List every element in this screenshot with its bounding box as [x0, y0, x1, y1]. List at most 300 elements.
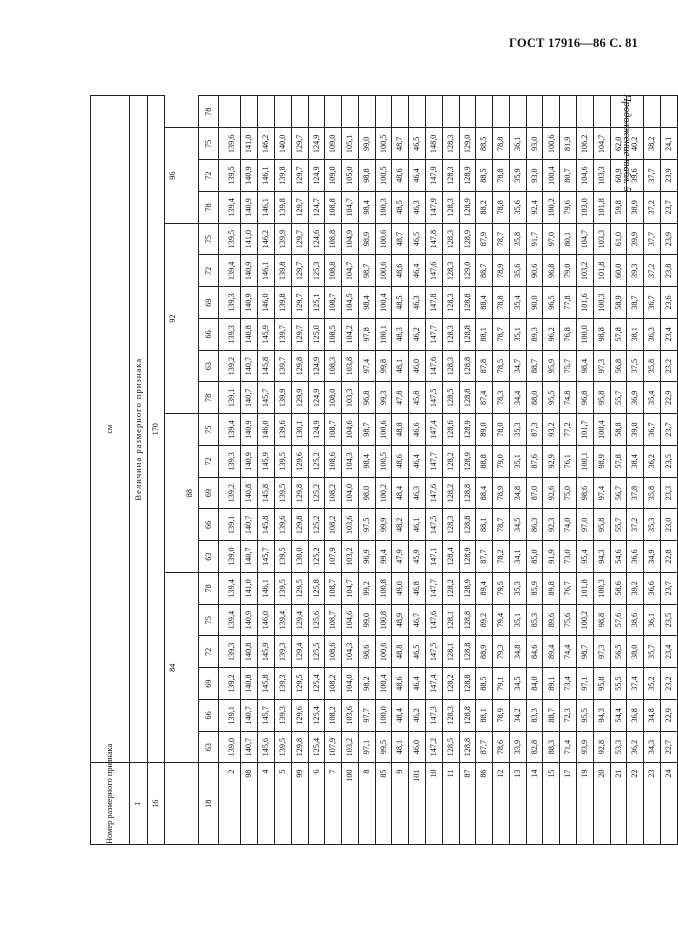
cell: 124,9: [308, 128, 325, 160]
cell: 91,7: [526, 223, 543, 255]
cell: [493, 96, 510, 128]
cell: 129,7: [291, 223, 308, 255]
cell: 78,8: [493, 191, 510, 223]
cell: 147,7: [425, 572, 442, 604]
row-code: 6: [308, 763, 325, 845]
cell: 139,2: [219, 668, 241, 700]
table-row: [627, 96, 644, 845]
cell: 97,8: [358, 318, 375, 350]
cell: 139,3: [274, 636, 291, 668]
cell: 104,7: [342, 255, 359, 287]
cell: 85,3: [526, 604, 543, 636]
cell: 128,9: [459, 541, 476, 573]
cell: 100,5: [375, 128, 392, 160]
cell: 146,2: [258, 128, 275, 160]
cell: 129,6: [291, 699, 308, 731]
col-header-0: 63: [199, 731, 219, 763]
cell: 128,3: [442, 318, 459, 350]
col-header-1: 66: [199, 699, 219, 731]
cell: 34,8: [509, 477, 526, 509]
cell: 92,3: [543, 509, 560, 541]
cell: 36,2: [627, 731, 644, 763]
cell: 95,8: [593, 382, 610, 414]
table-row: [409, 96, 426, 845]
cell: 139,6: [219, 128, 241, 160]
cell: 129,6: [291, 445, 308, 477]
cell: 129,9: [291, 382, 308, 414]
cell: 60,0: [610, 255, 627, 287]
col-header-13: 66: [199, 318, 219, 350]
cell: 39,0: [627, 414, 644, 446]
cell: 48,6: [392, 160, 409, 192]
cell: 129,0: [459, 128, 476, 160]
cell: 128,1: [442, 636, 459, 668]
cell: 101,8: [577, 572, 594, 604]
cell: 72,3: [560, 699, 577, 731]
cell: 36,6: [644, 572, 661, 604]
cell: 93,2: [543, 414, 560, 446]
cell: 58,8: [610, 414, 627, 446]
cell: 90,0: [526, 287, 543, 319]
cell: 107,9: [325, 731, 342, 763]
row-code: 2: [219, 763, 241, 845]
cell: [644, 96, 661, 128]
cell: 104,0: [342, 477, 359, 509]
cell: [577, 96, 594, 128]
cell: 38,2: [644, 128, 661, 160]
cell: 124,7: [308, 191, 325, 223]
cell: 109,0: [325, 128, 342, 160]
col-header-5: 78: [199, 572, 219, 604]
cell: 99,3: [375, 382, 392, 414]
cell: 100,1: [577, 445, 594, 477]
cell: 139,4: [274, 604, 291, 636]
cell: 37,4: [627, 668, 644, 700]
cell: [593, 96, 610, 128]
cell: 130,1: [291, 414, 308, 446]
cell: 139,3: [219, 287, 241, 319]
cell: 139,9: [274, 382, 291, 414]
cell: 78,7: [493, 509, 510, 541]
corner-blank: [165, 763, 199, 845]
table-row: [509, 96, 526, 845]
cell: 48,7: [392, 223, 409, 255]
cell: 147,2: [425, 731, 442, 763]
cell: 35,1: [509, 604, 526, 636]
table-row: [560, 96, 577, 845]
cell: 139,2: [219, 350, 241, 382]
cell: 89,4: [543, 636, 560, 668]
cell: 108,5: [325, 318, 342, 350]
cell: 140,8: [241, 636, 258, 668]
table-row: [493, 96, 510, 845]
cell: 46,4: [409, 160, 426, 192]
cell: 35,2: [644, 668, 661, 700]
cell: 146,2: [258, 223, 275, 255]
cell: 95,9: [543, 350, 560, 382]
cell: 147,9: [425, 191, 442, 223]
row-code: 17: [560, 763, 577, 845]
cell: 125,1: [308, 287, 325, 319]
cell: 87,8: [476, 350, 493, 382]
cell: 139,1: [219, 382, 241, 414]
group-header-0: [165, 572, 199, 763]
cell: 35,8: [644, 350, 661, 382]
cell: 100,2: [375, 477, 392, 509]
cell: 46,8: [409, 572, 426, 604]
col-header-17: 78: [199, 191, 219, 223]
col-header-11: 78: [199, 382, 219, 414]
row-code: 5: [274, 763, 291, 845]
cell: 96,9: [358, 541, 375, 573]
cell: 125,4: [308, 668, 325, 700]
cell: 24,1: [660, 128, 677, 160]
cell: 108,2: [325, 699, 342, 731]
cell: 129,4: [291, 636, 308, 668]
cell: 89,0: [476, 414, 493, 446]
cell: 140,9: [241, 414, 258, 446]
cell: 23,2: [660, 350, 677, 382]
cell: 146,1: [258, 160, 275, 192]
cell: [219, 96, 241, 128]
cell: 125,2: [308, 445, 325, 477]
group-sub-3: [182, 128, 199, 222]
cell: 128,3: [442, 191, 459, 223]
table-row: [593, 96, 610, 845]
cell: 47,9: [392, 541, 409, 573]
cell: 89,2: [476, 604, 493, 636]
table-row: [274, 96, 291, 845]
cell: 46,4: [409, 255, 426, 287]
cell: 98,9: [358, 223, 375, 255]
cell: 101,8: [593, 255, 610, 287]
cell: 100,0: [577, 318, 594, 350]
cell: 128,9: [459, 414, 476, 446]
cell: 79,6: [560, 191, 577, 223]
cell: 88,7: [476, 255, 493, 287]
cell: 96,8: [543, 255, 560, 287]
cell: 99,0: [358, 128, 375, 160]
cell: 98,4: [358, 287, 375, 319]
cell: 88,7: [543, 699, 560, 731]
cell: 35,4: [509, 287, 526, 319]
cell: 145,7: [258, 541, 275, 573]
cell: 89,6: [543, 604, 560, 636]
cell: 34,5: [509, 509, 526, 541]
row-code: 24: [660, 763, 677, 845]
cell: 38,6: [627, 604, 644, 636]
cell: 140,9: [241, 287, 258, 319]
cell: 147,6: [425, 255, 442, 287]
cell: 108,6: [325, 445, 342, 477]
cell: 128,8: [459, 318, 476, 350]
cell: 108,2: [325, 477, 342, 509]
cell: [442, 96, 459, 128]
cell: 139,4: [219, 255, 241, 287]
cell: 71,4: [560, 731, 577, 763]
cell: 139,8: [274, 255, 291, 287]
cell: 78,9: [493, 255, 510, 287]
cell: 139,5: [219, 160, 241, 192]
cell: 100,3: [593, 572, 610, 604]
cell: 108,2: [325, 668, 342, 700]
cell: 128,3: [442, 509, 459, 541]
cell: 104,5: [342, 287, 359, 319]
cell: 35,6: [509, 255, 526, 287]
cell: 54,4: [610, 699, 627, 731]
col-header-19: 75: [199, 128, 219, 160]
cell: 128,2: [442, 572, 459, 604]
continuation-label: Продолжение табл. 5: [621, 94, 632, 192]
cell: 35,6: [509, 191, 526, 223]
cell: 100,3: [375, 191, 392, 223]
cell: 147,4: [425, 414, 442, 446]
cell: [409, 96, 426, 128]
cell: 88,4: [476, 287, 493, 319]
cell: 139,6: [274, 509, 291, 541]
cell: 100,4: [375, 668, 392, 700]
cell: 108,6: [325, 636, 342, 668]
cell: 140,7: [241, 509, 258, 541]
cell: 78,8: [493, 128, 510, 160]
cell: 48,6: [392, 445, 409, 477]
cell: 108,8: [325, 191, 342, 223]
header-row-columns: [199, 96, 219, 845]
cell: 73,4: [560, 668, 577, 700]
row-code: 100: [342, 763, 359, 845]
row-code: 4: [258, 763, 275, 845]
cell: 139,9: [274, 223, 291, 255]
col-header-6: 63: [199, 541, 219, 573]
col-header-18: 72: [199, 160, 219, 192]
cell: 97,0: [543, 223, 560, 255]
cell: 104,9: [342, 223, 359, 255]
cell: 103,8: [342, 350, 359, 382]
cell: 146,1: [258, 191, 275, 223]
cell: 96,8: [577, 382, 594, 414]
cell: 103,6: [342, 699, 359, 731]
cell: 129,5: [291, 572, 308, 604]
cell: 46,4: [409, 668, 426, 700]
cell: [476, 96, 493, 128]
cell: 108,7: [325, 604, 342, 636]
row-code: 14: [526, 763, 543, 845]
cell: 77,8: [560, 287, 577, 319]
cell: 140,7: [241, 699, 258, 731]
row-code: 11: [442, 763, 459, 845]
cell: 34,3: [644, 731, 661, 763]
cell: 36,7: [644, 414, 661, 446]
cell: 93,0: [526, 128, 543, 160]
row-code: 19: [577, 763, 594, 845]
cell: 128,9: [459, 191, 476, 223]
cell: 93,9: [577, 731, 594, 763]
group-sub-2: [182, 224, 199, 414]
cell: 46,5: [409, 223, 426, 255]
cell: 88,3: [543, 731, 560, 763]
cell: 87,9: [476, 223, 493, 255]
cell: 98,4: [358, 191, 375, 223]
cell: 100,4: [543, 160, 560, 192]
cell: 94,3: [593, 699, 610, 731]
cell: 145,9: [258, 636, 275, 668]
cell: 80,1: [560, 223, 577, 255]
cell: 87,7: [476, 731, 493, 763]
cell: 95,8: [593, 509, 610, 541]
cell: 48,5: [392, 287, 409, 319]
cell: 23,8: [660, 255, 677, 287]
row-code: 20: [593, 763, 610, 845]
cell: 22,7: [660, 731, 677, 763]
cell: 107,9: [325, 541, 342, 573]
cell: 98,8: [593, 318, 610, 350]
cell: 139,0: [219, 731, 241, 763]
cell: 76,1: [560, 445, 577, 477]
cell: 147,3: [425, 699, 442, 731]
cell: 95,5: [577, 699, 594, 731]
cell: 100,2: [577, 604, 594, 636]
col-header-8: 69: [199, 477, 219, 509]
cell: 60,9: [610, 160, 627, 192]
cell: 108,7: [325, 572, 342, 604]
cell: 46,4: [409, 445, 426, 477]
cell: 36,8: [627, 699, 644, 731]
row-code: 99: [291, 763, 308, 845]
cell: 141,0: [241, 572, 258, 604]
cell: 104,7: [342, 191, 359, 223]
cell: 48,1: [392, 350, 409, 382]
table-row: [308, 96, 325, 845]
cell: 48,8: [392, 636, 409, 668]
cell: 145,7: [258, 382, 275, 414]
cell: 100,8: [375, 604, 392, 636]
cell: 147,1: [425, 541, 442, 573]
cell: 88,8: [476, 445, 493, 477]
cell: 100,6: [375, 414, 392, 446]
cell: [325, 96, 342, 128]
table-row: [543, 96, 560, 845]
cell: [375, 96, 392, 128]
cell: 98,7: [577, 636, 594, 668]
cell: 78,3: [493, 382, 510, 414]
cell: 129,8: [291, 350, 308, 382]
col-header-3: 72: [199, 636, 219, 668]
cell: 98,9: [593, 445, 610, 477]
group-label-2: 92: [168, 314, 178, 323]
cell: 48,6: [392, 668, 409, 700]
cell: 87,6: [526, 445, 543, 477]
cell: 128,6: [442, 414, 459, 446]
cell: 98,6: [577, 477, 594, 509]
cell: 96,5: [543, 287, 560, 319]
cell: 103,2: [342, 731, 359, 763]
cell: 35,7: [644, 636, 661, 668]
cell: 39,9: [627, 223, 644, 255]
row-code: 87: [459, 763, 476, 845]
cell: 23,2: [660, 668, 677, 700]
cell: 104,0: [342, 668, 359, 700]
cell: 128,8: [459, 636, 476, 668]
cell: 145,7: [258, 699, 275, 731]
cell: 139,3: [274, 699, 291, 731]
cell: [627, 96, 644, 128]
cell: 46,1: [409, 509, 426, 541]
cell: 79,5: [493, 572, 510, 604]
cell: 100,8: [375, 572, 392, 604]
cell: 139,8: [274, 160, 291, 192]
cell: 128,8: [459, 350, 476, 382]
cell: 139,1: [219, 509, 241, 541]
cell: 128,8: [459, 477, 476, 509]
cell: 141,0: [241, 128, 258, 160]
cell: 128,9: [459, 445, 476, 477]
cell: 76,7: [560, 572, 577, 604]
cell: 104,7: [342, 572, 359, 604]
cell: [543, 96, 560, 128]
cell: 92,4: [526, 191, 543, 223]
row-code: 15: [543, 763, 560, 845]
cell: 92,6: [543, 477, 560, 509]
cell: 85,0: [526, 541, 543, 573]
cell: 87,7: [476, 541, 493, 573]
cell: 48,2: [392, 509, 409, 541]
cell: 55,7: [610, 509, 627, 541]
cell: 34,1: [509, 541, 526, 573]
cell: 99,4: [375, 541, 392, 573]
cell: 97,4: [593, 477, 610, 509]
table-row: [610, 96, 627, 845]
cell: 78,8: [493, 287, 510, 319]
cell: 48,1: [392, 731, 409, 763]
cell: 59,8: [610, 191, 627, 223]
cell: 46,5: [409, 128, 426, 160]
cell: 95,4: [577, 541, 594, 573]
cell: 106,2: [577, 128, 594, 160]
cell: 128,8: [459, 731, 476, 763]
cell: 23,4: [660, 636, 677, 668]
table-row: [526, 96, 543, 845]
cell: 46,3: [409, 477, 426, 509]
cell: 128,5: [442, 382, 459, 414]
corner-row-2: 16: [147, 763, 165, 845]
cell: 101,6: [577, 287, 594, 319]
table-row: [241, 96, 258, 845]
cell: 48,9: [392, 604, 409, 636]
cell: 101,7: [577, 414, 594, 446]
cell: 46,0: [409, 731, 426, 763]
cell: 128,8: [459, 604, 476, 636]
cell: 37,7: [644, 160, 661, 192]
cell: 48,6: [392, 255, 409, 287]
cell: 55,5: [610, 668, 627, 700]
cell: 128,3: [442, 287, 459, 319]
cell: 148,0: [425, 128, 442, 160]
cell: 100,6: [375, 636, 392, 668]
cell: 139,7: [274, 350, 291, 382]
cell: 147,5: [425, 509, 442, 541]
cell: 103,6: [342, 509, 359, 541]
cell: 34,9: [644, 541, 661, 573]
cell: 139,4: [219, 604, 241, 636]
cell: 36,6: [627, 541, 644, 573]
cell: 96,8: [358, 382, 375, 414]
cell: 128,9: [459, 572, 476, 604]
cell: 147,8: [425, 223, 442, 255]
cell: 128,3: [442, 699, 459, 731]
cell: 128,4: [442, 541, 459, 573]
cell: 54,6: [610, 541, 627, 573]
cell: 128,1: [442, 604, 459, 636]
